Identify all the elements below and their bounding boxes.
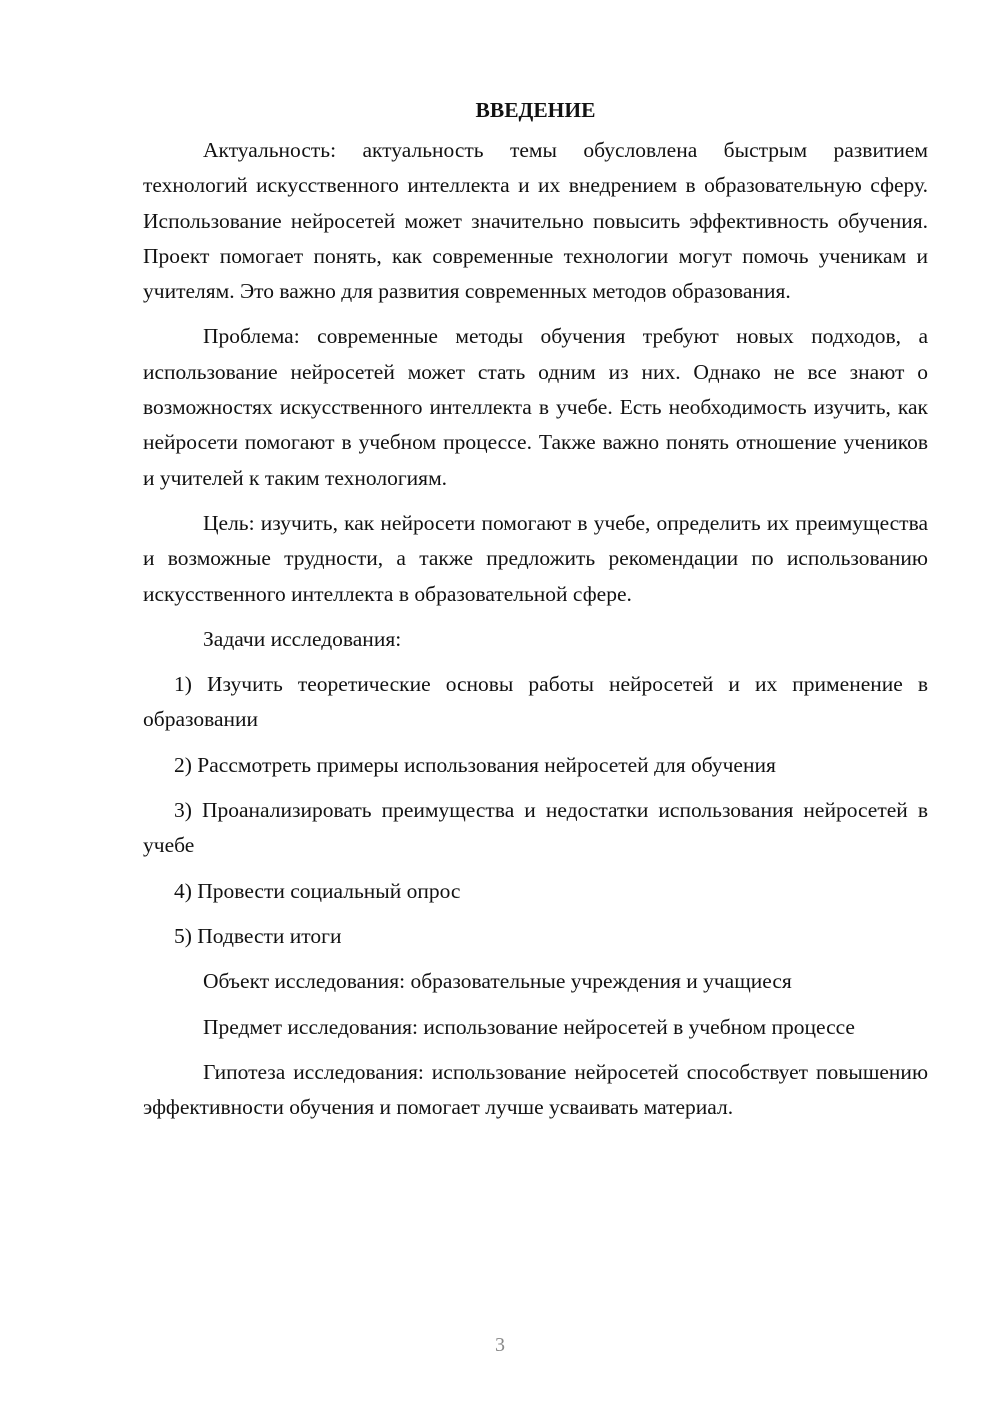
task-item-1: 1) Изучить теоретические основы работы нейросетей и их применение в образовании <box>143 672 928 732</box>
task-item-5: 5) Подвести итоги <box>174 923 342 948</box>
goal-paragraph: Цель: изучить, как нейросети помогают в учебе, определить их преимущества и возможные трудности, а также предложить рекомендации по использованию искусственного интеллекта в образовательной сфере. <box>143 510 928 606</box>
page-number: 3 <box>495 1334 505 1356</box>
problem-paragraph: Проблема: современные методы обучения требуют новых подходов, а использование нейросетей может стать одним из них. Однако не все знают о возможностях искусственного интеллекта в учебе. Есть необходимость изучить, как нейросети помогают в учебном процессе. Также важно понять отношение учеников и учителей к таким технологиям. <box>143 324 928 490</box>
document-body <box>143 92 928 1135</box>
subject-paragraph: Предмет исследования: использование нейросетей в учебном процессе <box>203 1014 855 1039</box>
page-title: ВВЕДЕНИЕ <box>475 98 596 122</box>
task-item-3: 3) Проанализировать преимущества и недостатки использования нейросетей в учебе <box>143 798 928 858</box>
tasks-heading: Задачи исследования: <box>203 626 402 651</box>
relevance-paragraph: Актуальность: актуальность темы обусловлена быстрым развитием технологий искусственного интеллекта и их внедрением в образовательную сферу. Использование нейросетей может значительно повысить эффективность обучения. Проект помогает понять, как современные технологии могут помочь ученикам и учителям. Это важно для развития современных методов образования. <box>143 138 928 304</box>
object-paragraph: Объект исследования: образовательные учреждения и учащиеся <box>203 969 792 994</box>
task-item-4: 4) Провести социальный опрос <box>174 878 461 903</box>
task-item-2: 2) Рассмотреть примеры использования нейросетей для обучения <box>174 752 776 777</box>
hypothesis-paragraph: Гипотеза исследования: использование нейросетей способствует повышению эффективности обучения и помогает лучше усваивать материал. <box>143 1059 928 1120</box>
